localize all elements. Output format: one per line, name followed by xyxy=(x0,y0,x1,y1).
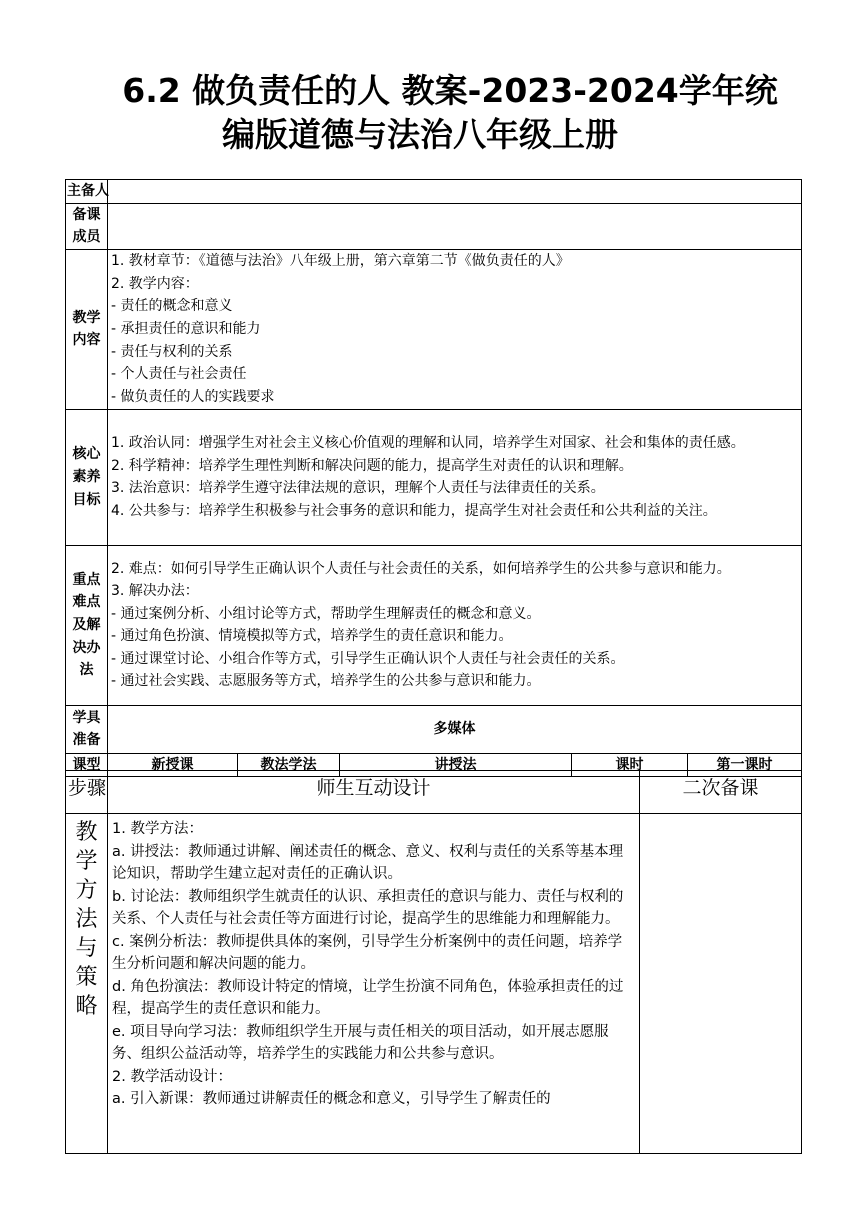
teaching-method-label: 教法学法 xyxy=(238,753,340,777)
core-literacy-value xyxy=(108,409,802,545)
document-title-line-1: 6.2 做负责任的人 教案-2023-2024学年统 xyxy=(122,71,778,110)
key-line: - 通过案例分析、小组讨论等方式，帮助学生理解责任的概念和意义。 xyxy=(111,605,541,622)
key-line: - 通过角色扮演、情境模拟等方式，培养学生的责任意识和能力。 xyxy=(111,628,513,645)
body-line: d. 角色扮演法：教师设计特定的情境，让学生扮演不同角色，体验承担责任的过程，提高学生的责任意识和能力。 xyxy=(112,978,624,1017)
section-label-teaching-method xyxy=(66,814,108,1154)
period-value: 第一课时 xyxy=(688,753,802,777)
core-line: 2. 科学精神：培养学生理性判断和解决问题的能力，提高学生对责任的认识和理解。 xyxy=(111,457,633,474)
teaching-method-value: 讲授法 xyxy=(340,753,572,777)
body-line: 1. 教学方法： xyxy=(112,821,203,837)
body-line: a. 讲授法：教师通过讲解、阐述责任的概念、意义、权利与责任的关系等基本理论知识，帮助学生建立起对责任的正确认识。 xyxy=(112,843,624,882)
document-title-line-2: 编版道德与法治八年级上册 xyxy=(222,115,618,154)
steps-body xyxy=(108,814,640,1154)
body-line: b. 讨论法：教师组织学生就责任的认识、承担责任的意识与能力、责任与权利的关系、个人责任与社会责任等方面进行讨论，提高学生的思维能力和理解能力。 xyxy=(112,888,624,927)
team-members-value xyxy=(108,203,802,249)
content-line: - 责任与权利的关系 xyxy=(111,343,233,360)
content-line: - 做负责任的人的实践要求 xyxy=(111,388,275,405)
key-difficulty-value xyxy=(108,545,802,705)
teaching-content-label: 教学 内容 xyxy=(66,249,108,409)
content-line: 2. 教学内容： xyxy=(111,275,199,292)
key-line: 3. 解决办法： xyxy=(111,583,199,600)
content-line: - 个人责任与社会责任 xyxy=(111,366,247,383)
key-line: - 通过社会实践、志愿服务等方式，培养学生的公共参与意识和能力。 xyxy=(111,673,541,690)
body-line: c. 案例分析法：教师提供具体的案例，引导学生分析案例中的责任问题，培养学生分析问题和解决问题的能力。 xyxy=(112,933,623,972)
core-line: 4. 公共参与：培养学生积极参与社会事务的意识和能力，提高学生对社会责任和公共利益的关注。 xyxy=(111,502,717,519)
key-line: - 通过课堂讨论、小组合作等方式，引导学生正确认识个人责任与社会责任的关系。 xyxy=(111,650,625,667)
design-header: 师生互动设计 xyxy=(108,771,640,814)
period-label: 课时 xyxy=(572,753,688,777)
lesson-type-label: 课型 xyxy=(66,753,108,777)
second-prep-cell xyxy=(640,814,802,1154)
section-label-text: 教学方法与策略 xyxy=(75,820,98,1019)
core-literacy-label: 核心 素养 目标 xyxy=(66,409,108,545)
lesson-plan-table xyxy=(65,179,802,777)
tools-label: 学具 准备 xyxy=(66,705,108,753)
step-header: 步骤 xyxy=(66,771,108,814)
key-line: 2. 难点：如何引导学生正确认识个人责任与社会责任的关系，如何培养学生的公共参与意识和能力。 xyxy=(111,560,731,577)
second-prep-header: 二次备课 xyxy=(640,771,802,814)
body-line: 2. 教学活动设计： xyxy=(112,1068,232,1085)
key-difficulty-label: 重点 难点 及解 决办 法 xyxy=(66,545,108,705)
steps-table xyxy=(65,770,802,1154)
team-members-label: 备课 成员 xyxy=(66,203,108,249)
content-line: - 承担责任的意识和能力 xyxy=(111,320,261,337)
teaching-content-value xyxy=(108,249,802,409)
lead-teacher-label: 主备人 xyxy=(66,180,108,204)
lesson-type-value: 新授课 xyxy=(108,753,238,777)
content-line: 1. 教材章节：《道德与法治》八年级上册，第六章第二节《做负责任的人》 xyxy=(111,253,570,270)
tools-value: 多媒体 xyxy=(108,705,802,753)
lead-teacher-value xyxy=(108,180,802,204)
core-line: 3. 法治意识：培养学生遵守法律法规的意识，理解个人责任与法律责任的关系。 xyxy=(111,480,605,497)
content-line: - 责任的概念和意义 xyxy=(111,298,233,315)
core-line: 1. 政治认同：增强学生对社会主义核心价值观的理解和认同，培养学生对国家、社会和集体的责任感。 xyxy=(111,435,745,452)
body-line: a. 引入新课：教师通过讲解责任的概念和意义，引导学生了解责任的 xyxy=(112,1091,551,1107)
body-line: e. 项目导向学习法：教师组织学生开展与责任相关的项目活动，如开展志愿服务、组织公益活动等，培养学生的实践能力和公共参与意识。 xyxy=(112,1023,609,1062)
